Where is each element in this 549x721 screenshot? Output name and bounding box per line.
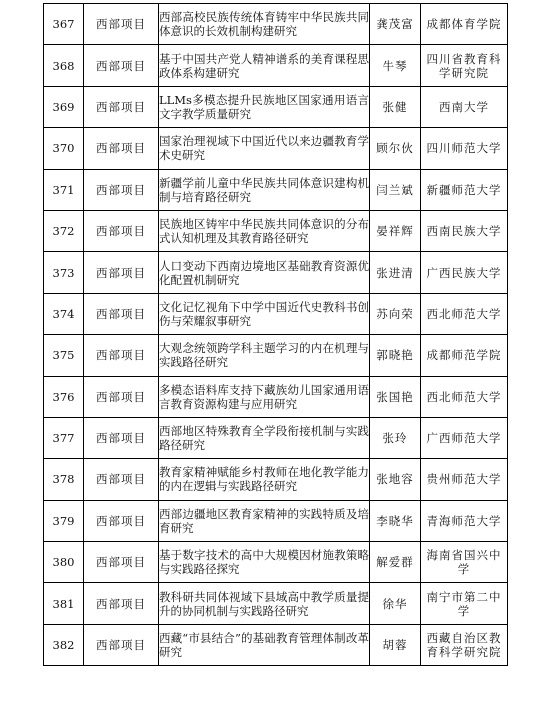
project-title: 国家治理视域下中国近代以来边疆教育学术史研究 xyxy=(159,134,369,163)
project-institution-cell xyxy=(421,4,508,45)
project-title: 人口变动下西南边境地区基础教育资源优化配置机制研究 xyxy=(159,258,369,287)
table-row xyxy=(44,335,508,376)
project-leader: 解爱群 xyxy=(376,555,414,570)
project-title: 教育家精神赋能乡村教师在地化教学能力的内在逻辑与实践路径研究 xyxy=(159,465,369,494)
row-number: 381 xyxy=(52,596,75,611)
project-institution: 南宁市第二中学 xyxy=(426,589,502,618)
row-number: 377 xyxy=(52,431,75,446)
project-leader: 顾尔伙 xyxy=(376,141,414,156)
row-number: 372 xyxy=(52,224,75,239)
project-leader-cell xyxy=(370,86,421,127)
row-number: 375 xyxy=(52,348,75,363)
table-row xyxy=(44,4,508,45)
project-institution-cell xyxy=(421,459,508,500)
project-title: 教科研共同体视域下县域高中教学质量提升的协同机制与实践路径研究 xyxy=(159,589,369,618)
project-title: 基于数字技术的高中大规模因材施教策略与实践路径探究 xyxy=(159,548,369,577)
project-title: 西部边疆地区教育家精神的实践特质及培育研究 xyxy=(159,506,369,535)
project-leader-cell xyxy=(370,45,421,86)
project-title-cell xyxy=(159,169,370,210)
project-institution: 四川省教育科学研究院 xyxy=(426,51,502,80)
table-row xyxy=(44,542,508,583)
table-row xyxy=(44,624,508,665)
project-title-cell xyxy=(159,417,370,458)
project-category: 西部项目 xyxy=(96,431,146,446)
project-category: 西部项目 xyxy=(96,58,146,73)
row-number-cell xyxy=(44,210,84,251)
row-number: 373 xyxy=(52,265,75,280)
project-leader-cell xyxy=(370,4,421,45)
project-leader-cell xyxy=(370,459,421,500)
project-institution-cell xyxy=(421,252,508,293)
row-number-cell xyxy=(44,86,84,127)
row-number-cell xyxy=(44,459,84,500)
project-table xyxy=(43,3,508,666)
project-institution: 贵州师范大学 xyxy=(426,472,502,487)
table-row xyxy=(44,45,508,86)
table-row xyxy=(44,376,508,417)
project-leader: 张国艳 xyxy=(376,389,414,404)
project-category-cell xyxy=(84,417,159,458)
project-institution-cell xyxy=(421,376,508,417)
project-leader: 徐华 xyxy=(382,596,408,611)
row-number-cell xyxy=(44,335,84,376)
project-leader-cell xyxy=(370,624,421,665)
row-number-cell xyxy=(44,252,84,293)
project-institution-cell xyxy=(421,583,508,624)
row-number-cell xyxy=(44,376,84,417)
project-title-cell xyxy=(159,128,370,169)
project-title: 西部高校民族传统体育铸牢中华民族共同体意识的长效机制构建研究 xyxy=(159,10,369,39)
project-leader: 张健 xyxy=(382,99,408,114)
project-title-cell xyxy=(159,500,370,541)
project-title: 文化记忆视角下中学中国近代史教科书创伤与荣耀叙事研究 xyxy=(159,299,369,328)
project-category-cell xyxy=(84,293,159,334)
project-category: 西部项目 xyxy=(96,224,146,239)
project-title: 大观念统领跨学科主题学习的内在机理与实践路径研究 xyxy=(159,341,369,370)
project-leader: 张玲 xyxy=(382,431,408,446)
row-number-cell xyxy=(44,417,84,458)
table-row xyxy=(44,86,508,127)
project-institution: 成都师范学院 xyxy=(426,348,502,363)
project-title-cell xyxy=(159,459,370,500)
project-category: 西部项目 xyxy=(96,306,146,321)
project-leader: 晏祥辉 xyxy=(376,224,414,239)
row-number-cell xyxy=(44,624,84,665)
project-institution: 广西民族大学 xyxy=(426,265,502,280)
project-title-cell xyxy=(159,376,370,417)
project-leader: 苏向荣 xyxy=(376,306,414,321)
project-category: 西部项目 xyxy=(96,265,146,280)
row-number-cell xyxy=(44,500,84,541)
table-row xyxy=(44,293,508,334)
project-category: 西部项目 xyxy=(96,17,146,32)
project-leader-cell xyxy=(370,169,421,210)
project-title: 新疆学前儿童中华民族共同体意识建构机制与培育路径研究 xyxy=(159,175,369,204)
project-title-cell xyxy=(159,583,370,624)
table-row xyxy=(44,128,508,169)
project-category: 西部项目 xyxy=(96,472,146,487)
row-number: 369 xyxy=(52,99,75,114)
row-number-cell xyxy=(44,293,84,334)
project-category: 西部项目 xyxy=(96,638,146,653)
row-number: 380 xyxy=(52,555,75,570)
project-category-cell xyxy=(84,376,159,417)
row-number-cell xyxy=(44,169,84,210)
row-number: 376 xyxy=(52,389,75,404)
project-category: 西部项目 xyxy=(96,182,146,197)
row-number: 371 xyxy=(52,182,75,197)
row-number: 379 xyxy=(52,513,75,528)
row-number-cell xyxy=(44,4,84,45)
project-leader: 张进清 xyxy=(376,265,414,280)
project-category-cell xyxy=(84,335,159,376)
project-category-cell xyxy=(84,500,159,541)
row-number-cell xyxy=(44,583,84,624)
project-category-cell xyxy=(84,128,159,169)
project-category-cell xyxy=(84,45,159,86)
project-title-cell xyxy=(159,293,370,334)
project-institution: 成都体育学院 xyxy=(426,17,502,32)
project-institution-cell xyxy=(421,624,508,665)
project-category-cell xyxy=(84,624,159,665)
project-category-cell xyxy=(84,459,159,500)
project-title-cell xyxy=(159,624,370,665)
project-category: 西部项目 xyxy=(96,555,146,570)
project-category-cell xyxy=(84,210,159,251)
project-institution-cell xyxy=(421,128,508,169)
project-leader-cell xyxy=(370,293,421,334)
project-category: 西部项目 xyxy=(96,513,146,528)
row-number: 382 xyxy=(52,638,75,653)
project-leader: 胡蓉 xyxy=(382,638,408,653)
project-institution-cell xyxy=(421,542,508,583)
project-title-cell xyxy=(159,542,370,583)
table-row xyxy=(44,583,508,624)
row-number-cell xyxy=(44,45,84,86)
project-institution: 西南大学 xyxy=(439,99,489,114)
project-category-cell xyxy=(84,86,159,127)
row-number: 370 xyxy=(52,141,75,156)
row-number: 368 xyxy=(52,58,75,73)
project-title: 西藏“市县结合”的基础教育管理体制改革研究 xyxy=(159,631,369,660)
project-institution: 海南省国兴中学 xyxy=(426,548,502,577)
project-category: 西部项目 xyxy=(96,389,146,404)
table-row xyxy=(44,459,508,500)
project-title: LLMs多模态提升民族地区国家通用语言文字教学质量研究 xyxy=(159,92,369,121)
project-leader: 张地容 xyxy=(376,472,414,487)
project-title-cell xyxy=(159,45,370,86)
table-row xyxy=(44,417,508,458)
table-row xyxy=(44,169,508,210)
project-category-cell xyxy=(84,4,159,45)
project-leader-cell xyxy=(370,376,421,417)
project-institution: 西北师范大学 xyxy=(426,389,502,404)
project-category-cell xyxy=(84,169,159,210)
project-leader-cell xyxy=(370,252,421,293)
row-number-cell xyxy=(44,542,84,583)
project-category-cell xyxy=(84,583,159,624)
project-leader-cell xyxy=(370,128,421,169)
project-leader: 郭晓艳 xyxy=(376,348,414,363)
project-leader: 闫兰斌 xyxy=(376,182,414,197)
project-institution: 西北师范大学 xyxy=(426,306,502,321)
project-leader-cell xyxy=(370,417,421,458)
project-title-cell xyxy=(159,4,370,45)
project-category-cell xyxy=(84,252,159,293)
project-title-cell xyxy=(159,252,370,293)
project-institution: 西藏自治区教育科学研究院 xyxy=(426,631,502,660)
project-title-cell xyxy=(159,210,370,251)
project-institution: 新疆师范大学 xyxy=(426,182,502,197)
row-number: 374 xyxy=(52,306,75,321)
project-institution-cell xyxy=(421,86,508,127)
project-table-body xyxy=(44,4,508,666)
project-institution-cell xyxy=(421,335,508,376)
project-title: 西部地区特殊教育全学段衔接机制与实践路径研究 xyxy=(159,424,369,453)
table-row xyxy=(44,252,508,293)
project-category: 西部项目 xyxy=(96,141,146,156)
table-row xyxy=(44,500,508,541)
row-number: 378 xyxy=(52,472,75,487)
project-institution: 广西师范大学 xyxy=(426,431,502,446)
project-institution-cell xyxy=(421,169,508,210)
project-category: 西部项目 xyxy=(96,596,146,611)
project-title: 多模态语料库支持下藏族幼儿国家通用语言教育资源构建与应用研究 xyxy=(159,382,369,411)
project-leader-cell xyxy=(370,500,421,541)
project-institution-cell xyxy=(421,417,508,458)
project-institution-cell xyxy=(421,210,508,251)
project-institution: 西南民族大学 xyxy=(426,224,502,239)
project-category: 西部项目 xyxy=(96,99,146,114)
row-number: 367 xyxy=(52,17,75,32)
project-category-cell xyxy=(84,542,159,583)
project-title-cell xyxy=(159,335,370,376)
project-institution-cell xyxy=(421,293,508,334)
project-institution: 四川师范大学 xyxy=(426,141,502,156)
project-leader: 龚茂富 xyxy=(376,17,414,32)
project-title: 基于中国共产党人精神谱系的美育课程思政体系构建研究 xyxy=(159,51,369,80)
project-leader-cell xyxy=(370,542,421,583)
project-leader: 李晓华 xyxy=(376,513,414,528)
project-leader-cell xyxy=(370,583,421,624)
table-row xyxy=(44,210,508,251)
project-leader-cell xyxy=(370,335,421,376)
project-leader-cell xyxy=(370,210,421,251)
project-category: 西部项目 xyxy=(96,348,146,363)
project-title-cell xyxy=(159,86,370,127)
project-title: 民族地区铸牢中华民族共同体意识的分布式认知机理及其教育路径研究 xyxy=(159,217,369,246)
project-institution-cell xyxy=(421,500,508,541)
project-institution-cell xyxy=(421,45,508,86)
row-number-cell xyxy=(44,128,84,169)
project-institution: 青海师范大学 xyxy=(426,513,502,528)
project-leader: 牛琴 xyxy=(382,58,408,73)
